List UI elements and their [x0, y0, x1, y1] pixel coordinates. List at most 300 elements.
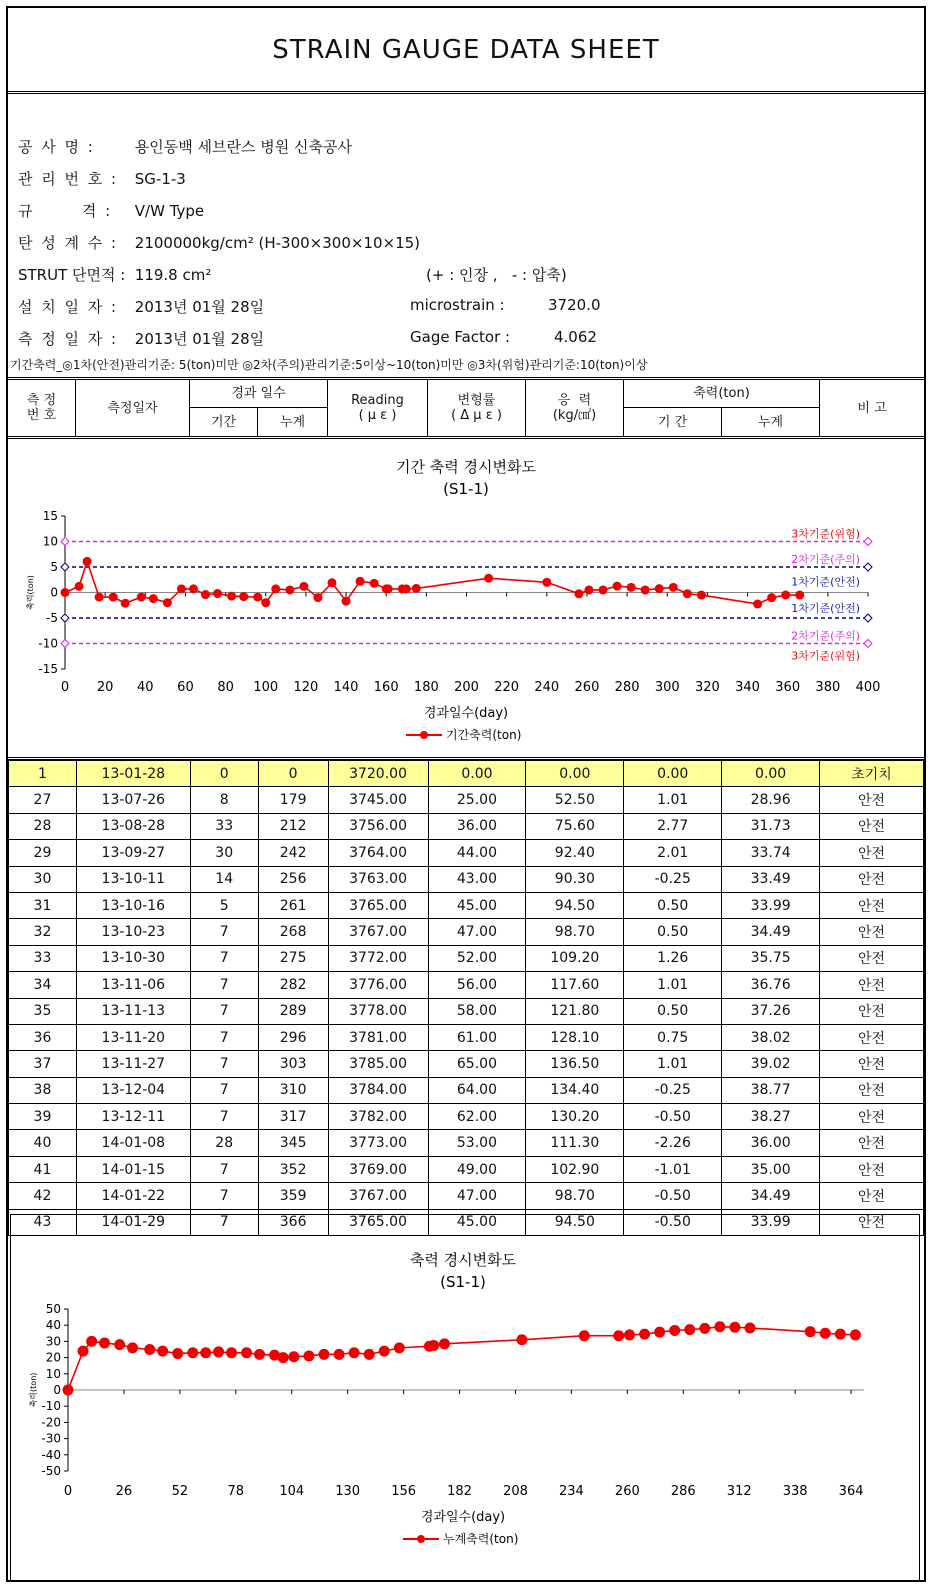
data-point — [303, 1350, 314, 1361]
y-tick-label: -10 — [38, 636, 58, 651]
cell-strain: 49.00 — [428, 1156, 526, 1182]
chart-title: 기간 축력 경시변화도 — [396, 458, 536, 476]
data-point — [239, 592, 248, 601]
cell-period-days: 7 — [190, 1104, 258, 1130]
data-point — [364, 1349, 375, 1360]
area-row: STRUT 단면적 : 119.8 cm² — [18, 266, 212, 284]
data-point — [121, 599, 130, 608]
data-point — [627, 583, 636, 592]
cell-period-days: 7 — [190, 1077, 258, 1103]
header-date: 측정일자 — [76, 380, 190, 436]
cell-date: 13-10-11 — [76, 866, 190, 892]
cell-date: 14-01-29 — [76, 1209, 190, 1235]
data-sheet — [6, 6, 926, 1582]
table-row — [9, 761, 924, 787]
cumulative-force-chart — [10, 1214, 920, 1581]
y-tick-label: 50 — [45, 1302, 61, 1316]
reference-marker — [864, 640, 872, 648]
cell-reading: 3764.00 — [328, 840, 428, 866]
cell-force-period: 0.75 — [624, 1024, 722, 1050]
cell-force-period: 0.50 — [624, 892, 722, 918]
data-point — [729, 1322, 740, 1333]
cell-reading: 3765.00 — [328, 892, 428, 918]
data-point — [683, 589, 692, 598]
x-tick-label: 26 — [115, 1484, 133, 1499]
data-point — [327, 578, 336, 587]
criteria-note: 기간축력_◎1차(안전)관리기준: 5(ton)미만 ◎2차(주의)관리기준:5이상~10(ton)미만 ◎3차(위험)관리기준:10(ton)이상 — [10, 358, 648, 372]
cell-no: 30 — [9, 866, 77, 892]
table-row — [9, 945, 924, 971]
header-strain: 변형률 ( Δ μ ε ) — [428, 380, 526, 436]
cell-force-cum: 33.49 — [722, 866, 820, 892]
cell-date: 13-11-06 — [76, 972, 190, 998]
sheet-title: STRAIN GAUGE DATA SHEET — [8, 8, 924, 94]
cell-reading: 3778.00 — [328, 998, 428, 1024]
reference-marker — [61, 563, 69, 571]
data-point — [744, 1323, 755, 1334]
chart-subtitle: (S1-1) — [443, 480, 489, 498]
x-axis-label: 경과일수(day) — [423, 706, 509, 721]
cell-reading: 3773.00 — [328, 1130, 428, 1156]
x-tick-label: 60 — [177, 680, 194, 695]
header-force-period: 기 간 — [624, 408, 722, 436]
data-point — [201, 590, 210, 599]
y-axis-label: 축력(ton) — [29, 1372, 38, 1408]
cell-force-cum: 31.73 — [722, 813, 820, 839]
data-point — [599, 585, 608, 594]
cell-force-period: 1.26 — [624, 945, 722, 971]
cell-cumulative-days: 345 — [258, 1130, 328, 1156]
cell-force-period: -0.50 — [624, 1209, 722, 1235]
table-row — [9, 1104, 924, 1130]
data-point — [402, 584, 411, 593]
data-point — [579, 1330, 590, 1341]
header-period: 기간 — [190, 408, 258, 436]
legend-label: 기간축력(ton) — [446, 728, 522, 742]
cell-stress: 117.60 — [526, 972, 624, 998]
data-point — [613, 582, 622, 591]
table-row — [9, 813, 924, 839]
data-point — [516, 1334, 527, 1345]
y-tick-label: 0 — [53, 1383, 61, 1397]
data-point — [285, 585, 294, 594]
cell-stress: 121.80 — [526, 998, 624, 1024]
data-point — [95, 593, 104, 602]
y-tick-label: 30 — [45, 1334, 61, 1349]
cell-period-days: 8 — [190, 787, 258, 813]
data-point — [109, 593, 118, 602]
cell-strain: 61.00 — [428, 1024, 526, 1050]
header-remarks: 비 고 — [857, 400, 887, 416]
cell-force-cum: 34.49 — [722, 1183, 820, 1209]
data-point — [226, 1347, 237, 1358]
cell-stress: 52.50 — [526, 787, 624, 813]
cell-reading: 3720.00 — [328, 761, 428, 787]
cell-cumulative-days: 359 — [258, 1183, 328, 1209]
data-point — [584, 585, 593, 594]
x-tick-label: 130 — [335, 1484, 361, 1499]
y-tick-label: 10 — [45, 1366, 61, 1381]
cell-reading: 3756.00 — [328, 813, 428, 839]
cell-force-cum: 39.02 — [722, 1051, 820, 1077]
table-row — [9, 1130, 924, 1156]
cell-cumulative-days: 317 — [258, 1104, 328, 1130]
data-point — [137, 593, 146, 602]
cell-force-period: -0.25 — [624, 866, 722, 892]
cell-stress: 98.70 — [526, 919, 624, 945]
data-point — [61, 588, 70, 597]
cell-no: 1 — [9, 761, 77, 787]
y-tick-label: -15 — [38, 662, 58, 676]
cell-date: 13-11-13 — [76, 998, 190, 1024]
legend-marker — [417, 1535, 425, 1543]
data-point — [767, 593, 776, 602]
x-tick-label: 400 — [855, 680, 881, 695]
cell-remarks: 안전 — [820, 1183, 924, 1209]
cell-force-cum: 33.74 — [722, 840, 820, 866]
x-tick-label: 0 — [60, 680, 70, 695]
cell-reading: 3767.00 — [328, 1183, 428, 1209]
cell-remarks: 안전 — [820, 840, 924, 866]
data-point — [144, 1344, 155, 1355]
data-point — [624, 1329, 635, 1340]
data-point — [177, 584, 186, 593]
header-stress: 응 력 (kg/㎠) — [526, 380, 624, 436]
cell-date: 13-11-27 — [76, 1051, 190, 1077]
cell-reading: 3776.00 — [328, 972, 428, 998]
cell-stress: 128.10 — [526, 1024, 624, 1050]
header-elapsed: 경과 일수 — [190, 380, 328, 408]
data-point — [241, 1347, 252, 1358]
x-tick-label: 312 — [726, 1484, 752, 1499]
reference-label: 1차기준(안전) — [791, 602, 860, 615]
cell-cumulative-days: 366 — [258, 1209, 328, 1235]
cell-strain: 56.00 — [428, 972, 526, 998]
series-line — [68, 1327, 855, 1390]
header-no: 측 정 번 호 — [8, 380, 76, 436]
measure-row: 측 정 일 자 : 2013년 01월 28일 — [18, 330, 265, 348]
cell-cumulative-days: 275 — [258, 945, 328, 971]
cell-period-days: 14 — [190, 866, 258, 892]
cell-no: 35 — [9, 998, 77, 1024]
cell-period-days: 7 — [190, 1209, 258, 1235]
x-tick-label: 280 — [614, 680, 640, 695]
data-point — [641, 585, 650, 594]
x-tick-label: 240 — [534, 680, 560, 695]
x-tick-label: 300 — [654, 680, 680, 695]
cell-force-period: 0.50 — [624, 919, 722, 945]
project-row: 공 사 명 : 용인동백 세브란스 병원 신축공사 — [18, 138, 352, 156]
x-tick-label: 0 — [63, 1484, 73, 1499]
data-point — [669, 583, 678, 592]
x-tick-label: 180 — [413, 680, 439, 695]
data-point — [254, 1349, 265, 1360]
cell-strain: 58.00 — [428, 998, 526, 1024]
data-point — [655, 584, 664, 593]
cell-period-days: 7 — [190, 1024, 258, 1050]
data-point — [213, 1346, 224, 1357]
cell-strain: 47.00 — [428, 1183, 526, 1209]
cell-cumulative-days: 179 — [258, 787, 328, 813]
cell-cumulative-days: 256 — [258, 866, 328, 892]
y-tick-label: -40 — [41, 1447, 61, 1462]
data-point — [114, 1339, 125, 1350]
x-tick-label: 360 — [775, 680, 801, 695]
table-row — [9, 1024, 924, 1050]
cell-force-period: -1.01 — [624, 1156, 722, 1182]
reference-marker — [61, 640, 69, 648]
cell-force-period: -2.26 — [624, 1130, 722, 1156]
data-point — [356, 577, 365, 586]
chart-title: 축력 경시변화도 — [409, 1251, 517, 1269]
data-point — [835, 1329, 846, 1340]
cell-date: 14-01-08 — [76, 1130, 190, 1156]
cell-strain: 45.00 — [428, 892, 526, 918]
cell-force-period: 2.77 — [624, 813, 722, 839]
data-point — [172, 1348, 183, 1359]
cell-date: 13-10-30 — [76, 945, 190, 971]
x-tick-label: 338 — [782, 1484, 808, 1499]
x-tick-label: 286 — [670, 1484, 696, 1499]
x-tick-label: 20 — [96, 680, 114, 695]
data-point — [639, 1329, 650, 1340]
cumulative-force-chart-svg — [11, 1215, 919, 1580]
cell-no: 34 — [9, 972, 77, 998]
cell-reading: 3763.00 — [328, 866, 428, 892]
data-point — [253, 593, 262, 602]
cell-strain: 65.00 — [428, 1051, 526, 1077]
cell-remarks: 초기치 — [820, 761, 924, 787]
data-point — [428, 1340, 439, 1351]
data-table — [8, 760, 924, 1236]
cell-reading: 3769.00 — [328, 1156, 428, 1182]
cell-strain: 47.00 — [428, 919, 526, 945]
cell-strain: 52.00 — [428, 945, 526, 971]
cell-strain: 25.00 — [428, 787, 526, 813]
data-point — [313, 593, 322, 602]
data-point — [574, 589, 583, 598]
data-point — [684, 1324, 695, 1335]
cell-cumulative-days: 310 — [258, 1077, 328, 1103]
x-tick-label: 260 — [614, 1484, 640, 1499]
cell-force-period: 0.50 — [624, 998, 722, 1024]
cell-reading: 3781.00 — [328, 1024, 428, 1050]
cell-strain: 36.00 — [428, 813, 526, 839]
data-point — [288, 1351, 299, 1362]
data-point — [669, 1325, 680, 1336]
x-tick-label: 182 — [447, 1484, 472, 1499]
table-row — [9, 998, 924, 1024]
cell-remarks: 안전 — [820, 1051, 924, 1077]
cell-remarks: 안전 — [820, 998, 924, 1024]
data-point — [699, 1323, 710, 1334]
install-row: 설 치 일 자 : 2013년 01월 28일 — [18, 298, 265, 316]
cell-no: 39 — [9, 1104, 77, 1130]
cell-cumulative-days: 296 — [258, 1024, 328, 1050]
cell-period-days: 7 — [190, 1183, 258, 1209]
cell-cumulative-days: 303 — [258, 1051, 328, 1077]
cell-cumulative-days: 212 — [258, 813, 328, 839]
cell-force-cum: 38.02 — [722, 1024, 820, 1050]
cell-force-period: 2.01 — [624, 840, 722, 866]
cell-stress: 102.90 — [526, 1156, 624, 1182]
cell-force-cum: 28.96 — [722, 787, 820, 813]
cell-stress: 94.50 — [526, 892, 624, 918]
cell-remarks: 안전 — [820, 919, 924, 945]
cell-force-cum: 36.00 — [722, 1130, 820, 1156]
gage-factor-label: Gage Factor : — [410, 328, 511, 346]
cell-date: 14-01-15 — [76, 1156, 190, 1182]
cell-no: 28 — [9, 813, 77, 839]
cell-no: 42 — [9, 1183, 77, 1209]
cell-remarks: 안전 — [820, 1104, 924, 1130]
cell-cumulative-days: 268 — [258, 919, 328, 945]
cell-remarks: 안전 — [820, 945, 924, 971]
cell-reading: 3784.00 — [328, 1077, 428, 1103]
y-tick-label: 15 — [42, 509, 58, 523]
modulus-row: 탄 성 계 수 : 2100000kg/cm² (H-300×300×10×15) — [18, 234, 421, 252]
data-point — [278, 1352, 289, 1363]
cell-reading: 3782.00 — [328, 1104, 428, 1130]
x-tick-label: 156 — [391, 1484, 417, 1499]
cell-force-cum: 34.49 — [722, 919, 820, 945]
cell-force-cum: 0.00 — [722, 761, 820, 787]
data-point — [439, 1338, 450, 1349]
data-point — [200, 1347, 211, 1358]
y-tick-label: 5 — [50, 560, 58, 574]
cell-stress: 75.60 — [526, 813, 624, 839]
cell-cumulative-days: 0 — [258, 761, 328, 787]
data-point — [820, 1328, 831, 1339]
data-point — [227, 592, 236, 601]
cell-no: 31 — [9, 892, 77, 918]
table-row — [9, 1183, 924, 1209]
data-point — [753, 600, 762, 609]
x-tick-label: 380 — [815, 680, 841, 695]
cell-stress: 98.70 — [526, 1183, 624, 1209]
cell-force-period: 1.01 — [624, 787, 722, 813]
cell-no: 33 — [9, 945, 77, 971]
cell-stress: 111.30 — [526, 1130, 624, 1156]
x-tick-label: 160 — [373, 680, 399, 695]
cell-no: 41 — [9, 1156, 77, 1182]
cell-date: 13-09-27 — [76, 840, 190, 866]
sign-note: (+ : 인장 , - : 압축) — [426, 266, 567, 284]
cell-force-cum: 36.76 — [722, 972, 820, 998]
reference-marker — [61, 538, 69, 546]
cell-reading: 3785.00 — [328, 1051, 428, 1077]
period-force-chart-svg — [8, 439, 924, 757]
table-row — [9, 840, 924, 866]
data-point — [271, 584, 280, 593]
x-tick-label: 80 — [217, 680, 234, 695]
cell-cumulative-days: 352 — [258, 1156, 328, 1182]
cell-period-days: 7 — [190, 972, 258, 998]
cell-remarks: 안전 — [820, 866, 924, 892]
cell-date: 13-10-16 — [76, 892, 190, 918]
cell-remarks: 안전 — [820, 813, 924, 839]
x-tick-label: 100 — [253, 680, 279, 695]
cell-no: 32 — [9, 919, 77, 945]
data-point — [384, 584, 393, 593]
cell-period-days: 7 — [190, 998, 258, 1024]
table-row — [9, 892, 924, 918]
x-tick-label: 140 — [333, 680, 359, 695]
microstrain-label: microstrain : — [410, 296, 505, 314]
cell-force-cum: 35.75 — [722, 945, 820, 971]
y-axis-label: 축력(ton) — [26, 575, 35, 610]
cell-period-days: 5 — [190, 892, 258, 918]
reference-label: 2차기준(주의) — [791, 629, 860, 643]
data-point — [149, 594, 158, 603]
cell-no: 27 — [9, 787, 77, 813]
data-point — [78, 1346, 89, 1357]
cell-remarks: 안전 — [820, 1024, 924, 1050]
x-tick-label: 208 — [503, 1484, 528, 1499]
cell-stress: 130.20 — [526, 1104, 624, 1130]
reference-label: 3차기준(위험) — [791, 649, 860, 663]
cell-reading: 3772.00 — [328, 945, 428, 971]
table-row — [9, 919, 924, 945]
cell-strain: 62.00 — [428, 1104, 526, 1130]
data-point — [83, 557, 92, 566]
cell-no: 40 — [9, 1130, 77, 1156]
y-tick-label: 20 — [45, 1350, 61, 1365]
header-force-cum: 누계 — [722, 408, 820, 436]
cell-remarks: 안전 — [820, 1209, 924, 1235]
table-row — [9, 787, 924, 813]
data-point — [412, 584, 421, 593]
cell-force-cum: 33.99 — [722, 892, 820, 918]
cell-date: 13-07-26 — [76, 787, 190, 813]
data-point — [86, 1336, 97, 1347]
x-tick-label: 234 — [559, 1484, 584, 1499]
y-tick-label: -10 — [41, 1399, 61, 1414]
reference-label: 2차기준(주의) — [791, 553, 860, 566]
reference-marker — [864, 614, 872, 622]
reference-marker — [61, 614, 69, 622]
cell-period-days: 7 — [190, 945, 258, 971]
cell-no: 36 — [9, 1024, 77, 1050]
cell-force-period: 0.00 — [624, 761, 722, 787]
cell-force-cum: 35.00 — [722, 1156, 820, 1182]
data-point — [127, 1342, 138, 1353]
cell-period-days: 30 — [190, 840, 258, 866]
cell-no: 29 — [9, 840, 77, 866]
x-tick-label: 320 — [694, 680, 720, 695]
y-tick-label: 0 — [50, 585, 58, 600]
cell-remarks: 안전 — [820, 1130, 924, 1156]
cell-force-period: 1.01 — [624, 1051, 722, 1077]
cell-stress: 90.30 — [526, 866, 624, 892]
data-point — [261, 598, 270, 607]
data-point — [342, 597, 351, 606]
cell-date: 13-01-28 — [76, 761, 190, 787]
data-point — [213, 589, 222, 598]
cell-remarks: 안전 — [820, 1077, 924, 1103]
data-point — [394, 1342, 405, 1353]
mgmt-row: 관 리 번 호 : SG-1-3 — [18, 170, 186, 188]
legend-label: 누계축력(ton) — [443, 1532, 519, 1546]
table-row — [9, 1077, 924, 1103]
data-point — [379, 1346, 390, 1357]
cell-force-period: -0.50 — [624, 1183, 722, 1209]
cell-force-cum: 33.99 — [722, 1209, 820, 1235]
y-tick-label: -5 — [46, 611, 58, 625]
cell-remarks: 안전 — [820, 892, 924, 918]
x-tick-label: 260 — [574, 680, 600, 695]
spec-row: 규 격 : V/W Type — [18, 202, 205, 220]
